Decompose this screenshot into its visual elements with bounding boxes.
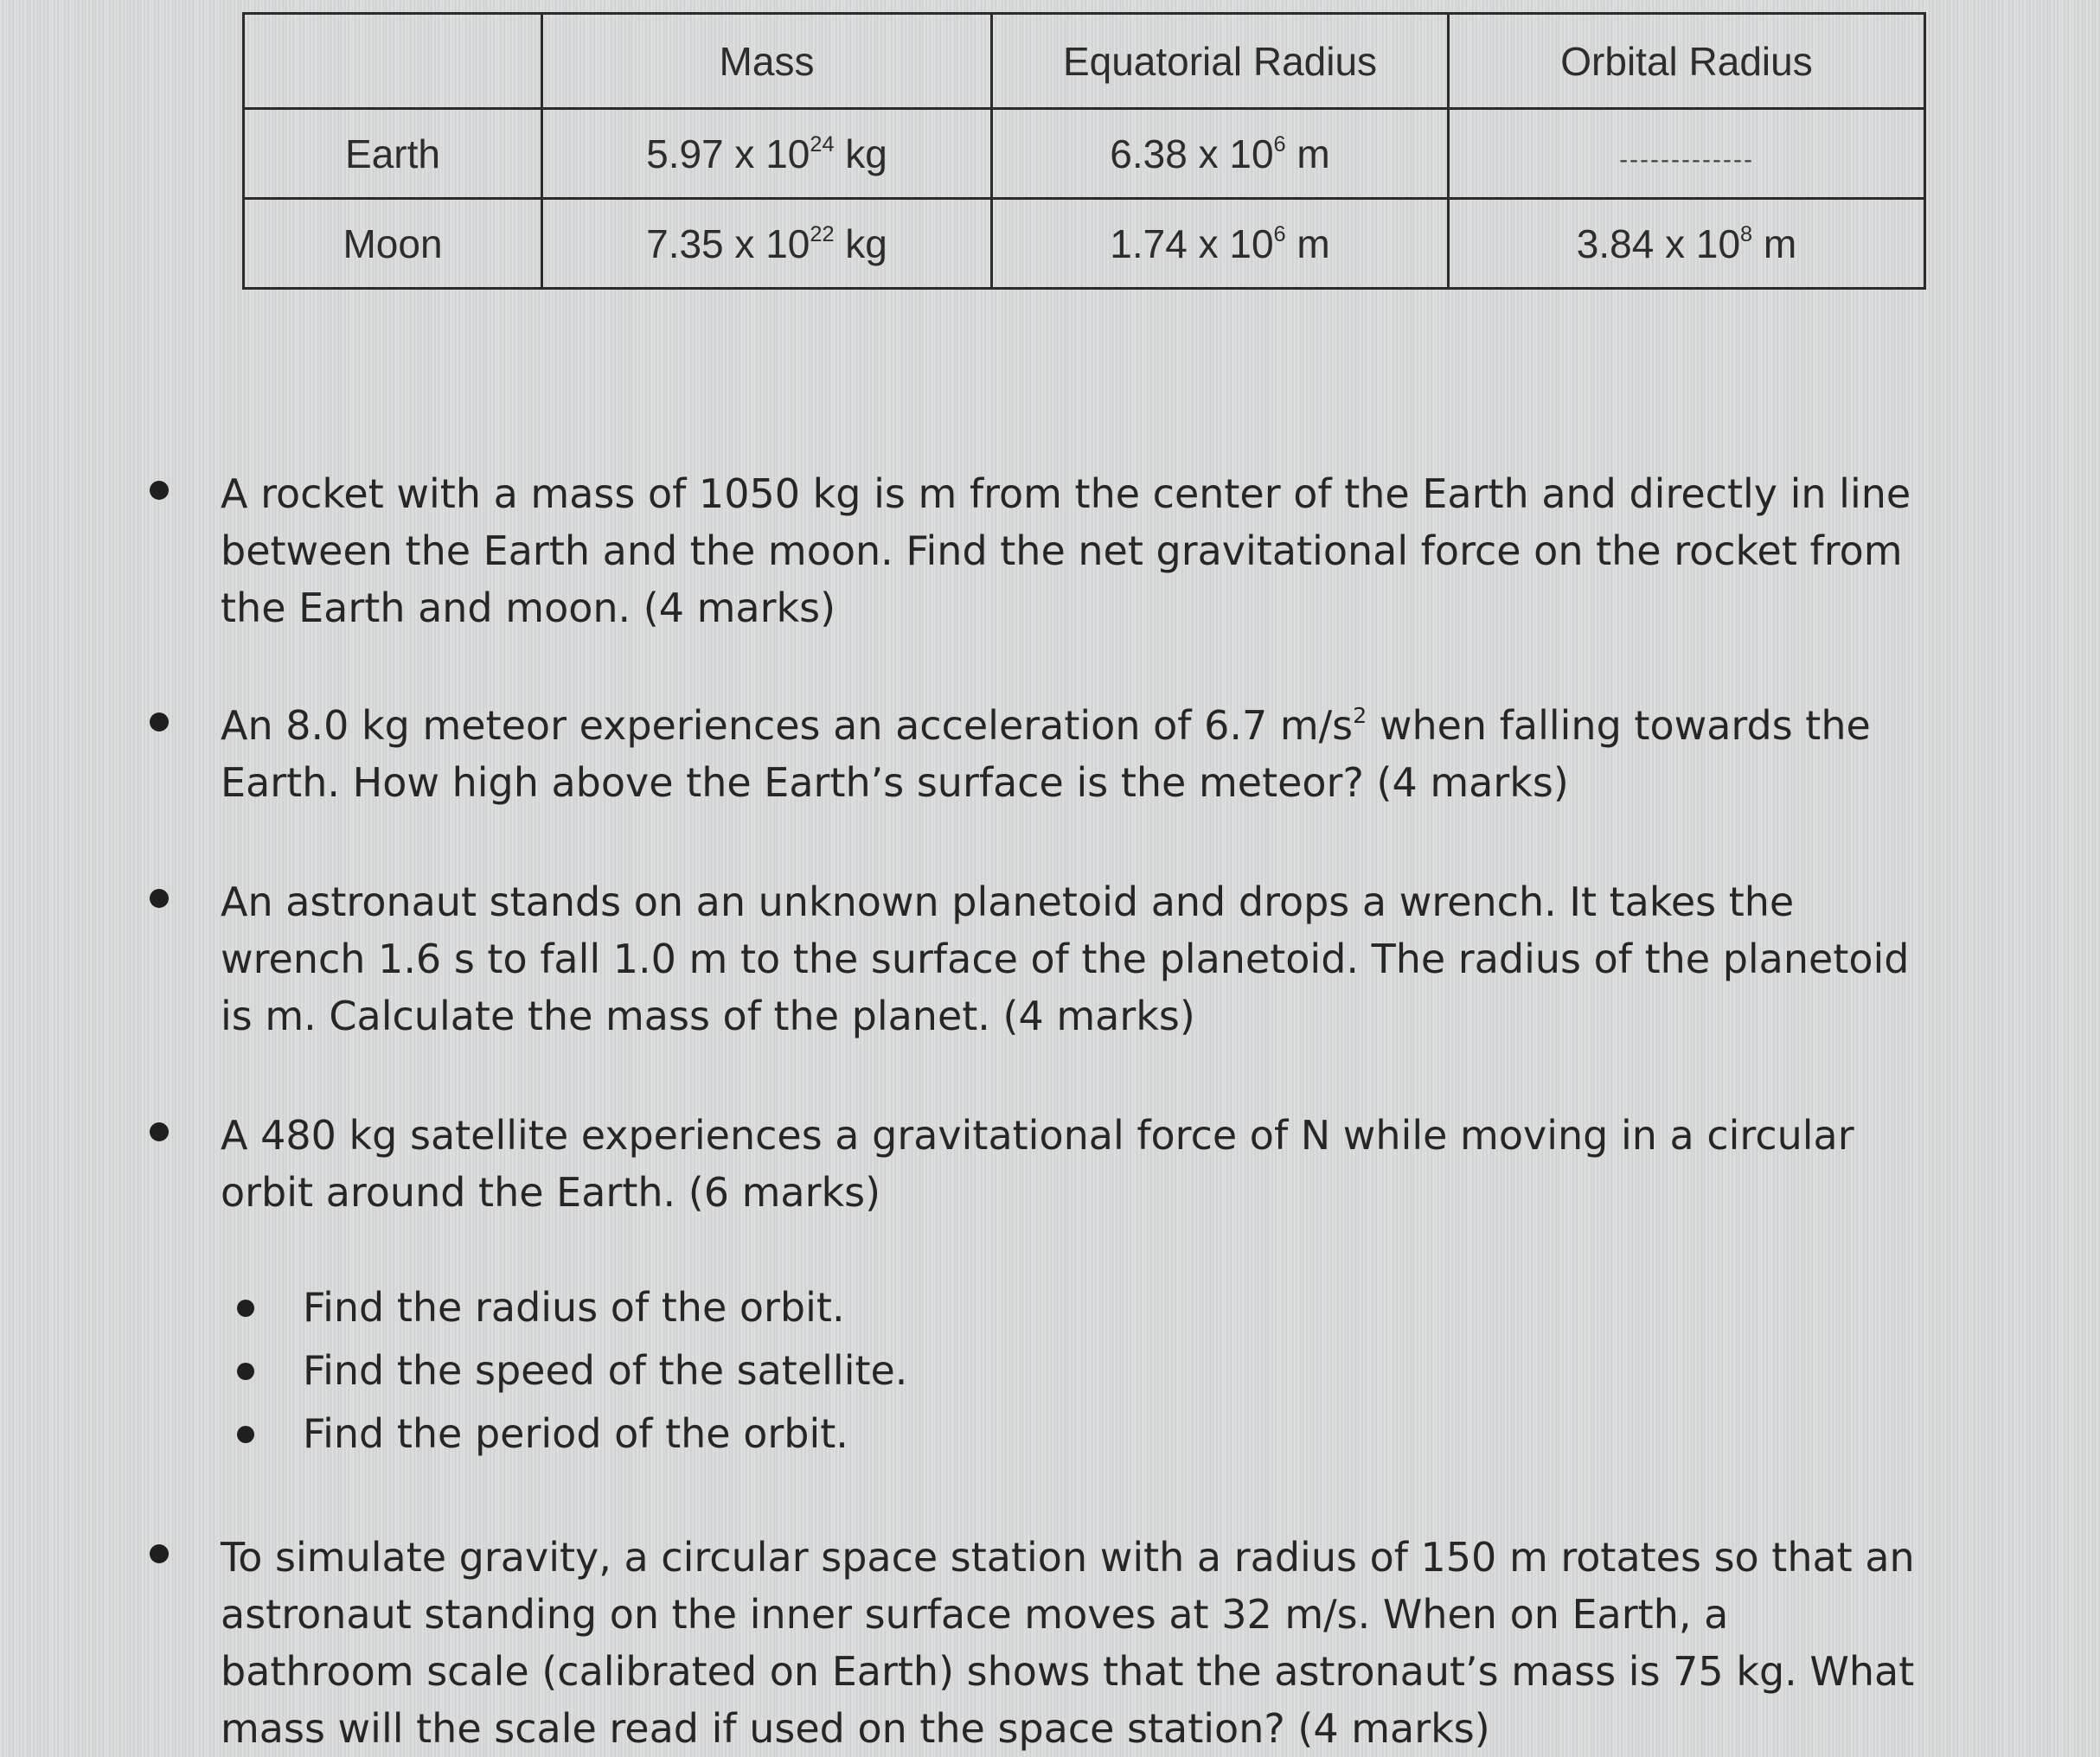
earth-name: Earth: [244, 109, 542, 199]
table-header-row: [244, 14, 1925, 109]
question-text: An astronaut stands on an unknown planetoid and drops a wrench. It takes the wrench 1.6 s to fall 1.0 m to the surface of the planetoid. The radius of the planetoid is m. Calculate the mass of the planet. (4 marks): [221, 878, 1910, 1039]
bullet-icon: [150, 481, 169, 500]
sub-question: Find the period of the orbit.: [303, 1402, 1600, 1466]
table-row-earth: [244, 109, 1925, 199]
header-orbital-radius: Orbital Radius: [1449, 14, 1925, 109]
bullet-icon: [150, 1544, 169, 1563]
question-space-station: [221, 1529, 1916, 1757]
header-blank: [244, 14, 542, 109]
question-text: A rocket with a mass of 1050 kg is m from the center of the Earth and directly in line between the Earth and the moon. Find the net gravitational force on the rocket from the Earth and moon. (4 marks): [221, 470, 1911, 631]
header-equatorial-radius: Equatorial Radius: [992, 14, 1449, 109]
moon-orbital-radius: 3.84 x $10^8$ m: [1449, 199, 1925, 289]
bullet-icon: [237, 1426, 254, 1443]
moon-name: Moon: [244, 199, 542, 289]
moon-mass: 7.35 x $10^{22}$ kg: [542, 199, 992, 289]
sub-question: Find the radius of the orbit.: [303, 1276, 1600, 1339]
bullet-icon: [150, 1122, 169, 1141]
earth-orbital-radius: -------------: [1449, 109, 1925, 199]
header-mass: Mass: [542, 14, 992, 109]
question-rocket: [221, 465, 1916, 636]
sub-question: Find the speed of the satellite.: [303, 1339, 1600, 1402]
bullet-icon: [237, 1363, 254, 1380]
bullet-icon: [237, 1300, 254, 1317]
planet-data-table: [242, 12, 1926, 290]
question-text: To simulate gravity, a circular space station with a radius of 150 m rotates so that an astronaut standing on the inner surface moves at 32 m/s. When on Earth, a bathroom scale (calibrated on Earth) shows that the astronaut’s mass is 75 kg. What mass will the scale read if used on the space station? (4 marks): [221, 1534, 1915, 1752]
moon-equatorial-radius: 1.74 x $10^6$ m: [992, 199, 1449, 289]
question-text: An 8.0 kg meteor experiences an acceleration of 6.7 $m/s^2$ when falling towards the Earth. How high above the Earth’s surface is the meteor? (4 marks): [221, 702, 1871, 806]
bullet-icon: [150, 889, 169, 908]
question-text: A 480 kg satellite experiences a gravitational force of N while moving in a circular orbit around the Earth. (6 marks): [221, 1112, 1854, 1216]
bullet-icon: [150, 712, 169, 732]
earth-mass: 5.97 x $10^{24}$ kg: [542, 109, 992, 199]
satellite-sub-questions: [303, 1276, 1600, 1466]
question-satellite: [221, 1107, 1916, 1221]
earth-equatorial-radius: 6.38 x $10^6$ m: [992, 109, 1449, 199]
question-meteor: [221, 697, 1916, 811]
question-astronaut-planetoid: [221, 873, 1916, 1045]
table-row-moon: [244, 199, 1925, 289]
